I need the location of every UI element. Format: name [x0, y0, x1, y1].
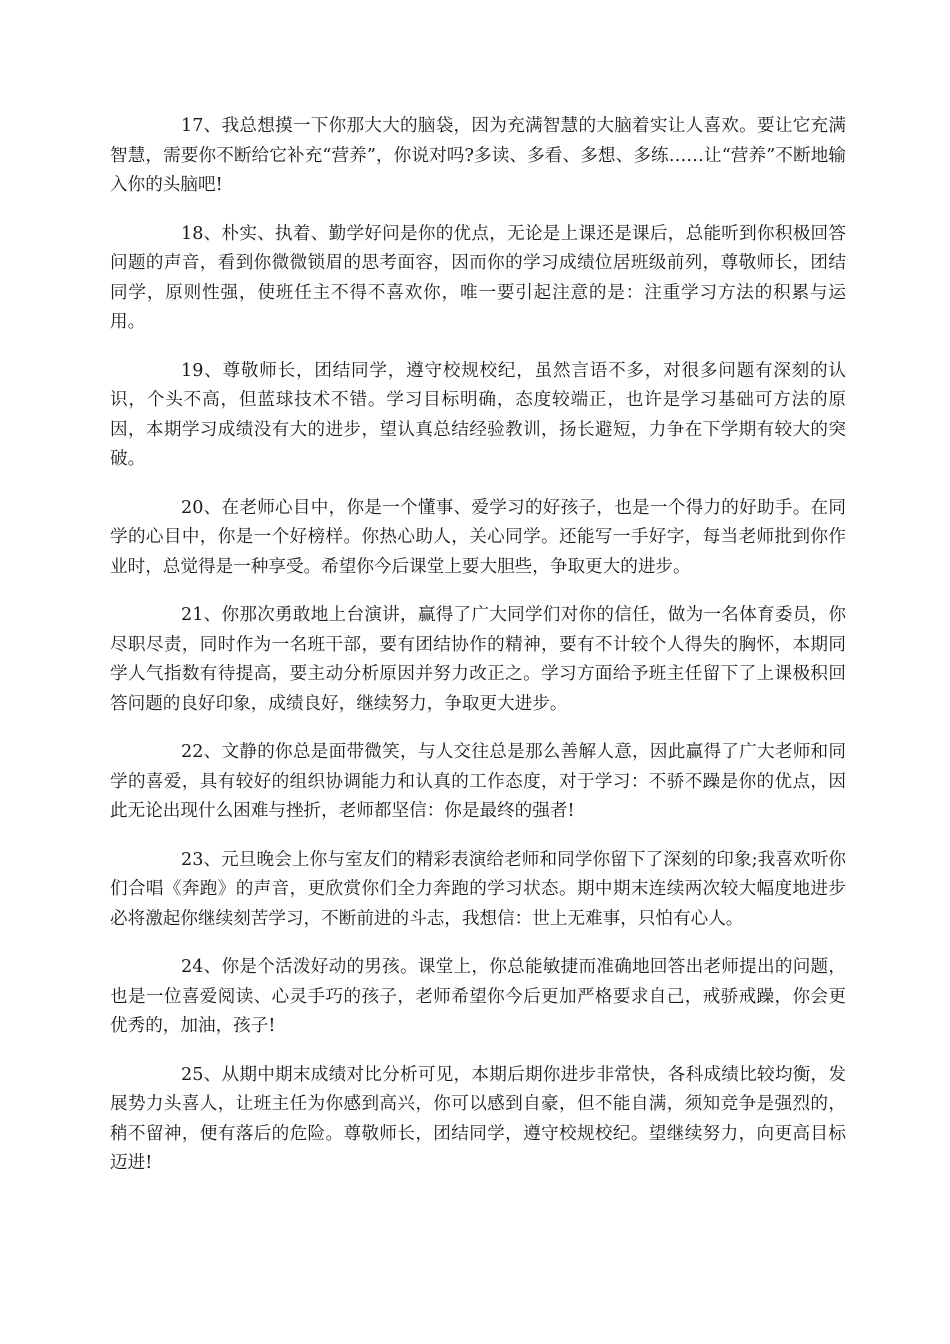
comment-paragraph-17: 17、我总想摸一下你那大大的脑袋，因为充满智慧的大脑着实让人喜欢。要让它充满智慧，需要你不断给它补充“营养”，你说对吗?多读、多看、多想、多练……让“营养”不断地输入你的头脑吧!	[110, 116, 846, 195]
comment-paragraph-22: 22、文静的你总是面带微笑，与人交往总是那么善解人意，因此赢得了广大老师和同学的喜爱，具有较好的组织协调能力和认真的工作态度，对于学习：不骄不躁是你的优点，因此无论出现什么困难与挫折，老师都坚信：你是最终的强者!	[110, 742, 846, 821]
comment-paragraph-23: 23、元旦晚会上你与室友们的精彩表演给老师和同学你留下了深刻的印象;我喜欢听你们合唱《奔跑》的声音，更欣赏你们全力奔跑的学习状态。期中期末连续两次较大幅度地进步必将激起你继续刻苦学习，不断前进的斗志，我想信：世上无难事，只怕有心人。	[110, 849, 846, 929]
comment-paragraph-21: 21、你那次勇敢地上台演讲，赢得了广大同学们对你的信任，做为一名体育委员，你尽职尽责，同时作为一名班干部，要有团结协作的精神，要有不计较个人得失的胸怀，本期同学人气指数有待提高，要主动分析原因并努力改正之。学习方面给予班主任留下了上课极积回答问题的良好印象，成绩良好，继续努力，争取更大进步。	[110, 605, 846, 714]
comment-paragraph-25: 25、从期中期末成绩对比分析可见，本期后期你进步非常快，各科成绩比较均衡，发展势力头喜人，让班主任为你感到高兴，你可以感到自豪，但不能自满，须知竞争是强烈的，稍不留神，便有落后的危险。尊敬师长，团结同学，遵守校规校纪。望继续努力，向更高目标迈进!	[110, 1064, 846, 1173]
document-body	[110, 112, 846, 1198]
comment-paragraph-24: 24、你是个活泼好动的男孩。课堂上，你总能敏捷而准确地回答出老师提出的问题，也是一位喜爱阅读、心灵手巧的孩子，老师希望你今后更加严格要求自己，戒骄戒躁，你会更优秀的，加油，孩子!	[110, 957, 846, 1036]
comment-paragraph-20: 20、在老师心目中，你是一个懂事、爱学习的好孩子，也是一个得力的好助手。在同学的心目中，你是一个好榜样。你热心助人，关心同学。还能写一手好字，每当老师批到你作业时，总觉得是一种享受。希望你今后课堂上要大胆些，争取更大的进步。	[110, 497, 846, 577]
comment-paragraph-19: 19、尊敬师长，团结同学，遵守校规校纪，虽然言语不多，对很多问题有深刻的认识，个头不高，但蓝球技术不错。学习目标明确，态度较端正，也许是学习基础可方法的原因，本期学习成绩没有大的进步，望认真总结经验教训，扬长避短，力争在下学期有较大的突破。	[110, 360, 846, 469]
comment-paragraph-18: 18、朴实、执着、勤学好问是你的优点，无论是上课还是课后，总能听到你积极回答问题的声音，看到你微微锁眉的思考面容，因而你的学习成绩位居班级前列，尊敬师长，团结同学，原则性强，使班任主不得不喜欢你，唯一要引起注意的是：注重学习方法的积累与运用。	[110, 223, 846, 332]
